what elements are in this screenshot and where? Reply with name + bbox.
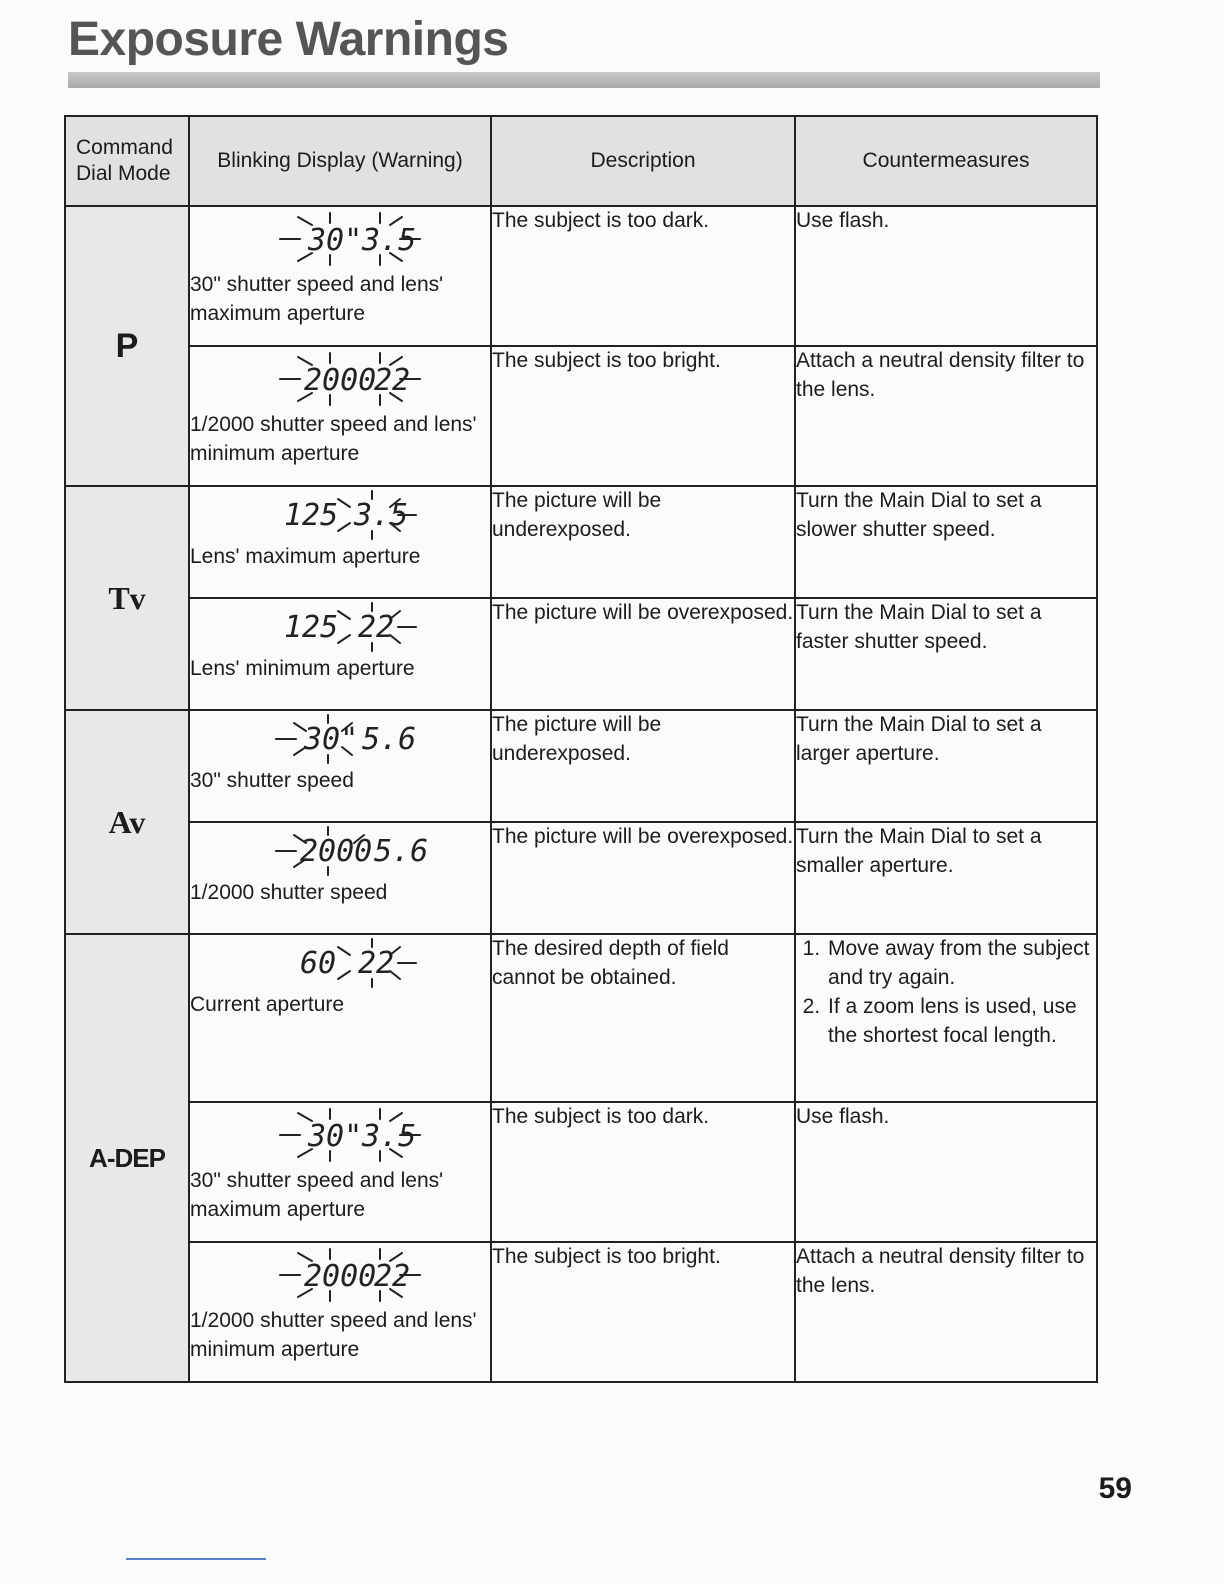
description-cell: The picture will be overexposed.	[491, 822, 795, 934]
description-cell: The subject is too bright.	[491, 1242, 795, 1382]
table-row	[65, 206, 1097, 346]
countermeasure-cell: Attach a neutral density filter to the lens.	[795, 346, 1097, 486]
lcd-blink-icon	[240, 1243, 440, 1307]
header-description: Description	[491, 116, 795, 206]
display-caption: 1/2000 shutter speed	[190, 881, 388, 904]
lcd-right-value: 5.6	[362, 722, 417, 757]
mode-p: P	[65, 206, 189, 486]
display-caption: Current aperture	[190, 993, 345, 1016]
list-item: 2. If a zoom lens is used, use the shortest focal length.	[826, 993, 1096, 1051]
exposure-warnings-table	[64, 115, 1098, 1383]
lcd-right-value: 3.5	[362, 1119, 417, 1154]
display-cell	[189, 206, 491, 346]
lcd-blink-icon	[240, 1103, 440, 1167]
lcd-right-value: 22	[374, 1259, 411, 1294]
display-cell	[189, 822, 491, 934]
countermeasure-cell: Attach a neutral density filter to the lens.	[795, 1242, 1097, 1382]
display-cell	[189, 598, 491, 710]
lcd-blink-icon	[240, 207, 440, 271]
list-item: 1. Move away from the subject and try again.	[826, 935, 1096, 993]
header-mode: Command Dial Mode	[65, 116, 189, 206]
display-cell	[189, 486, 491, 598]
lcd-right-value: 5.6	[374, 834, 429, 869]
display-cell	[189, 346, 491, 486]
description-cell: The subject is too bright.	[491, 346, 795, 486]
lcd-left-value: 2000	[300, 834, 373, 869]
table-row	[65, 934, 1097, 1102]
countermeasure-cell: Turn the Main Dial to set a larger aperture.	[795, 710, 1097, 822]
lcd-blink-icon	[240, 935, 440, 991]
table-row	[65, 1242, 1097, 1382]
title-rule	[68, 72, 1100, 88]
table-row	[65, 598, 1097, 710]
display-cell	[189, 934, 491, 1102]
description-cell: The subject is too dark.	[491, 206, 795, 346]
description-cell: The desired depth of field cannot be obtained.	[491, 934, 795, 1102]
display-cell	[189, 1242, 491, 1382]
description-cell: The subject is too dark.	[491, 1102, 795, 1242]
lcd-right-value: 22	[358, 946, 395, 981]
display-caption: 1/2000 shutter speed and lens' minimum aperture	[190, 413, 477, 465]
lcd-left-value: 30"	[304, 722, 359, 757]
lcd-blink-icon	[240, 347, 440, 411]
table-row	[65, 822, 1097, 934]
lcd-blink-icon	[240, 599, 440, 655]
countermeasure-list	[796, 935, 1096, 1051]
countermeasure-cell: Turn the Main Dial to set a smaller aperture.	[795, 822, 1097, 934]
lcd-left-value: 30"	[308, 1119, 363, 1154]
lcd-blink-icon	[240, 711, 440, 767]
display-caption: 30" shutter speed and lens' maximum aperture	[190, 273, 444, 325]
lcd-left-value: 2000	[304, 1259, 377, 1294]
mode-av: Av	[65, 710, 189, 934]
countermeasure-cell: Turn the Main Dial to set a faster shutter speed.	[795, 598, 1097, 710]
countermeasure-cell	[795, 934, 1097, 1102]
lcd-left-value: 2000	[304, 363, 377, 398]
lcd-left-value: 60	[300, 946, 337, 981]
lcd-right-value: 3.5	[362, 223, 417, 258]
display-caption: 30" shutter speed	[190, 769, 354, 792]
display-cell	[189, 1102, 491, 1242]
lcd-blink-icon	[240, 823, 440, 879]
display-caption: 1/2000 shutter speed and lens' minimum aperture	[190, 1309, 477, 1361]
table-row	[65, 1102, 1097, 1242]
display-caption: Lens' minimum aperture	[190, 657, 415, 680]
table-row	[65, 346, 1097, 486]
mode-tv: Tv	[65, 486, 189, 710]
lcd-left-value: 125	[284, 498, 339, 533]
lcd-right-value: 3.5	[354, 498, 409, 533]
countermeasure-cell: Use flash.	[795, 1102, 1097, 1242]
lcd-left-value: 125	[284, 610, 339, 645]
display-caption: 30" shutter speed and lens' maximum aperture	[190, 1169, 444, 1221]
header-countermeasures: Countermeasures	[795, 116, 1097, 206]
page-title: Exposure Warnings	[68, 13, 509, 66]
lcd-blink-icon	[240, 487, 440, 543]
lcd-right-value: 22	[374, 363, 411, 398]
table-row	[65, 710, 1097, 822]
lcd-right-value: 22	[358, 610, 395, 645]
display-caption: Lens' maximum aperture	[190, 545, 421, 568]
description-cell: The picture will be overexposed.	[491, 598, 795, 710]
mode-adep: A-DEP	[65, 934, 189, 1382]
lcd-left-value: 30"	[308, 223, 363, 258]
footer-rule	[126, 1558, 266, 1560]
header-display: Blinking Display (Warning)	[189, 116, 491, 206]
table-header-row	[65, 116, 1097, 206]
countermeasure-cell: Turn the Main Dial to set a slower shutter speed.	[795, 486, 1097, 598]
table-row	[65, 486, 1097, 598]
countermeasure-cell: Use flash.	[795, 206, 1097, 346]
description-cell: The picture will be underexposed.	[491, 710, 795, 822]
description-cell: The picture will be underexposed.	[491, 486, 795, 598]
display-cell	[189, 710, 491, 822]
page-number: 59	[1098, 1472, 1132, 1505]
